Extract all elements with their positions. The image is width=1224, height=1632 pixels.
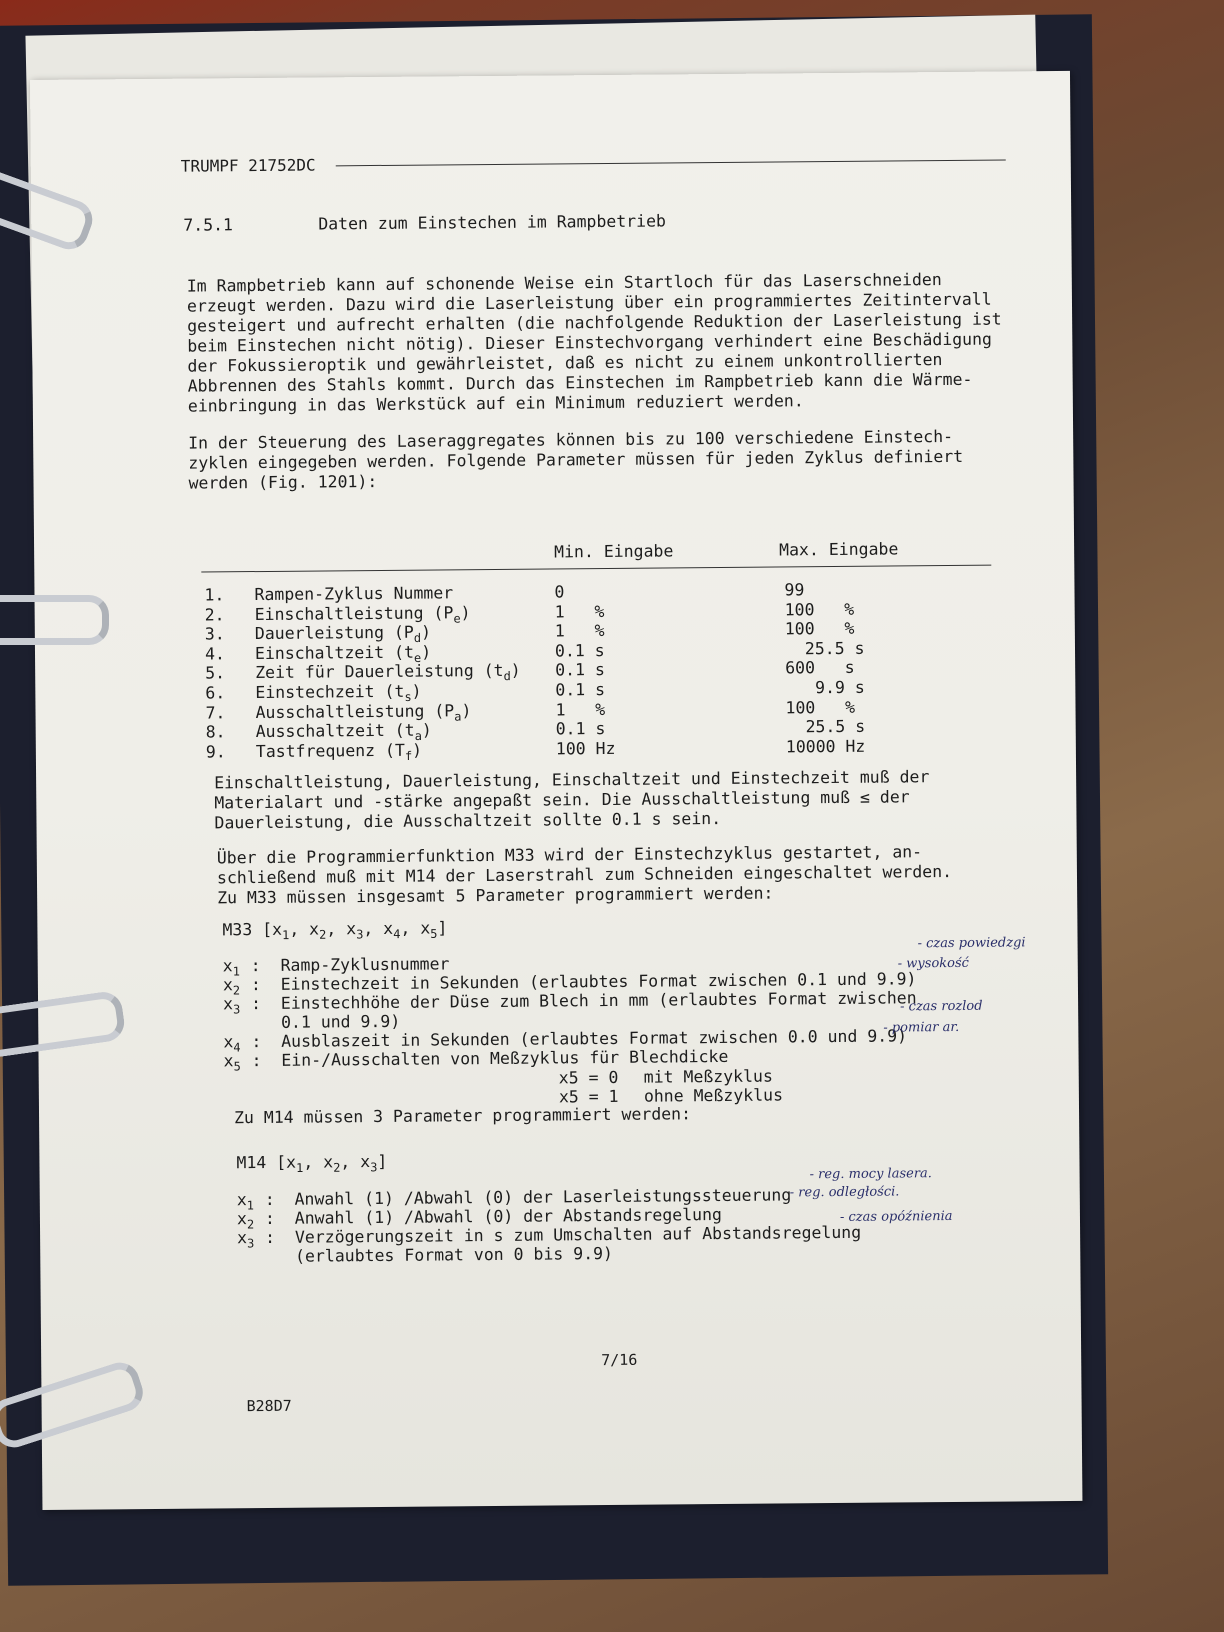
parameter-description: 0.1 und 9.9) — [251, 1011, 401, 1033]
parameter-x-index: 3 — [232, 1002, 241, 1017]
parameter-label: Rampen-Zyklus Nummer — [254, 583, 454, 605]
parameter-close: ) — [421, 642, 432, 662]
parameter-x-index: 1 — [232, 964, 241, 979]
min-value: 0.1 s — [555, 719, 606, 739]
max-value: 25.5 s — [784, 638, 865, 659]
parameter-x: x — [237, 1228, 248, 1248]
section-number: 7.5.1 — [183, 215, 234, 235]
intro-paragraph-2: In der Steuerung des Laseraggregates können bis zu 100 verschiedene Einstech- zyklen eingegeben werden. Folgende Parameter müssen für jeden Zyklus definiert werden (Fig. 1201): — [188, 426, 964, 493]
max-value: 100 % — [784, 619, 855, 639]
parameter-x: x — [222, 994, 234, 1014]
parameter-subscript: d — [413, 631, 422, 646]
min-value: 100 Hz — [555, 738, 616, 759]
x5-description: ohne Meßzyklus — [643, 1085, 784, 1106]
handwritten-note: - wysokość — [897, 955, 969, 972]
parameter-label: Ausschaltleistung (P — [255, 700, 455, 722]
parameter-symbol — [223, 1051, 251, 1077]
parameter-description: : Verzögerungszeit in s zum Umschalten auf Abstandsregelung — [265, 1222, 862, 1247]
row-number: 8. — [205, 722, 226, 742]
parameter-description: : Ausblaszeit in Sekunden (erlaubtes Format zwischen 0.0 und 9.9) — [251, 1026, 908, 1052]
parameter-x: x — [222, 975, 233, 995]
parameter-x: x — [223, 1051, 234, 1071]
row-number: 2. — [204, 604, 225, 625]
parameter-subscript: d — [503, 669, 511, 684]
x5-description: mit Meßzyklus — [643, 1066, 773, 1087]
intro-paragraph: Im Rampbetrieb kann auf schonende Weise ein Startloch für das Laserschneiden erzeugt werden. Dazu wird die Laserleistung über ein programmiertes Zeitintervall gesteigert und aufrecht erhalten (die nachfolgende Reduktion der Laserleistung ist beim Einstechen nicht nötig). Dieser Einstechvorgang verhindert eine Beschädigung der Fokussieroptik und gewährleistet, daß es nicht zu einem unkontrollierten Abbrennen des Stahls kommt. Durch das Einstechen im Rampbetrieb kann die Wärme- einbringung in das Werkstück auf ein Minimum reduziert werden. — [186, 270, 1002, 416]
x5-value: x5 = 0 — [558, 1067, 619, 1088]
parameter-x-index: 3 — [247, 1236, 255, 1251]
parameter-x: x — [222, 956, 233, 976]
parameter-x-index: 2 — [246, 1217, 255, 1232]
parameter-close: ) — [460, 602, 471, 622]
parameter-x: x — [236, 1209, 247, 1229]
row-number: 1. — [204, 585, 225, 605]
parameter-x-index: 4 — [233, 1040, 241, 1055]
parameter-label: Einschaltleistung (P — [254, 602, 454, 624]
parameter-label: Einschaltzeit (t — [254, 642, 415, 663]
parameter-description: : Einstechzeit in Sekunden (erlaubtes Format zwischen 0.1 und 9.9) — [250, 969, 917, 995]
page-content — [30, 71, 1082, 1510]
document-page — [30, 71, 1082, 1510]
parameter-subscript: e — [413, 650, 422, 665]
max-value: 600 s — [785, 658, 855, 678]
parameter-close: ) — [412, 740, 423, 760]
section-heading — [183, 211, 666, 235]
min-value: 0.1 s — [555, 660, 605, 680]
max-value: 25.5 s — [785, 716, 866, 737]
max-value: 9.9 s — [785, 677, 865, 698]
section-title: Daten zum Einstechen im Rampbetrieb — [318, 211, 667, 234]
m14-syntax: M14 [$x_1$, $x_2$, $x_3$] — [236, 1151, 388, 1176]
row-number: 7. — [205, 702, 226, 723]
row-number: 9. — [205, 742, 226, 762]
parameter-subscript: s — [404, 689, 412, 705]
handwritten-note: - czas rozlod — [900, 998, 983, 1015]
parameter-description: : Ramp-Zyklusnummer — [250, 954, 450, 976]
document-header: TRUMPF 21752DC — [180, 155, 316, 176]
parameter-close: ) — [461, 700, 472, 720]
binder-ring — [0, 595, 109, 645]
row-number: 5. — [205, 663, 226, 683]
parameter-description: : Ein-/Ausschalten von Meßzyklus für Blechdicke — [251, 1046, 729, 1071]
parameter-label: Ausschaltzeit (t — [255, 720, 415, 742]
parameter-x-index: 1 — [246, 1198, 255, 1213]
parameter-label: Einstechzeit (t — [255, 681, 405, 703]
header-rule — [336, 159, 1006, 166]
parameter-close: ) — [411, 681, 422, 701]
m14-parameter — [237, 1244, 613, 1267]
parameter-subscript: a — [454, 709, 462, 724]
max-value: 99 — [784, 580, 805, 600]
parameter-description: : Anwahl (1) /Abwahl (0) der Laserleistungssteuerung — [264, 1185, 792, 1209]
parameter-close: ) — [420, 622, 432, 642]
min-value: 1 % — [554, 621, 605, 641]
parameter-x: x — [236, 1190, 247, 1210]
parameter-x-index: 2 — [232, 983, 241, 998]
row-number: 6. — [205, 683, 226, 703]
table-rule — [201, 565, 991, 573]
handwritten-note: - reg. mocy lasera. — [809, 1166, 932, 1183]
parameter-x-index: 5 — [233, 1059, 241, 1074]
parameter-subscript: a — [414, 729, 422, 744]
column-min-header: Min. Eingabe — [554, 541, 674, 562]
parameter-label: Tastfrequenz (T — [255, 740, 405, 761]
handwritten-note: - czas powiedzgi — [917, 935, 1026, 952]
parameter-label: Zeit für Dauerleistung (t — [255, 661, 504, 683]
parameter-description: : Einstechhöhe der Düse zum Blech in mm (erlaubtes Format zwischen — [250, 988, 917, 1014]
parameter-subscript: f — [404, 748, 413, 763]
parameter-subscript: e — [453, 611, 461, 626]
min-value: 1 % — [554, 601, 605, 622]
parameter-close: ) — [510, 661, 521, 681]
parameter-description: (erlaubtes Format von 0 bis 9.9) — [265, 1243, 614, 1266]
m33-intro-paragraph: Über die Programmierfunktion M33 wird der Einstechzyklus gestartet, an- schließend muß mit M14 der Laserstrahl zum Schneiden eingeschaltet werden. Zu M33 müssen insgesamt 5 Parameter programmiert werden: — [216, 842, 953, 908]
parameter-x: x — [223, 1032, 234, 1052]
max-value: 100 % — [784, 599, 855, 620]
parameter-name — [256, 740, 422, 767]
document-code: B28D7 — [246, 1396, 292, 1416]
column-max-header: Max. Eingabe — [779, 539, 899, 560]
min-value: 0 — [554, 582, 565, 602]
min-value: 1 % — [555, 699, 606, 720]
m33-syntax: M33 [$x_1$, $x_2$, $x_3$, $x_4$, $x_5$] — [222, 918, 448, 943]
max-value: 10000 Hz — [785, 736, 866, 757]
parameter-name — [254, 583, 453, 605]
page-number: 7/16 — [601, 1350, 638, 1370]
note-paragraph: Einschaltleistung, Dauerleistung, Einschaltzeit und Einstechzeit muß der Materialart und -stärke angepaßt sein. Die Ausschaltleistung muß ≤ der Dauerleistung, die Ausschaltzeit sollte 0.1 s sein. — [214, 767, 930, 833]
handwritten-note: - czas opóźnienia — [839, 1208, 953, 1225]
max-value: 100 % — [785, 697, 856, 718]
handwritten-note: - reg. odległości. — [789, 1184, 900, 1201]
m14-intro: Zu M14 müssen 3 Parameter programmiert werden: — [233, 1104, 692, 1128]
row-number: 4. — [204, 644, 225, 664]
parameter-close: ) — [421, 720, 432, 740]
min-value: 0.1 s — [555, 680, 606, 700]
parameter-label: Dauerleistung (P — [254, 622, 414, 644]
parameter-description: : Anwahl (1) /Abwahl (0) der Abstandsregelung — [264, 1205, 722, 1228]
row-number: 3. — [204, 624, 225, 644]
handwritten-note: - pomiar ar. — [883, 1019, 960, 1036]
min-value: 0.1 s — [554, 640, 605, 661]
x5-value: x5 = 1 — [558, 1086, 619, 1107]
